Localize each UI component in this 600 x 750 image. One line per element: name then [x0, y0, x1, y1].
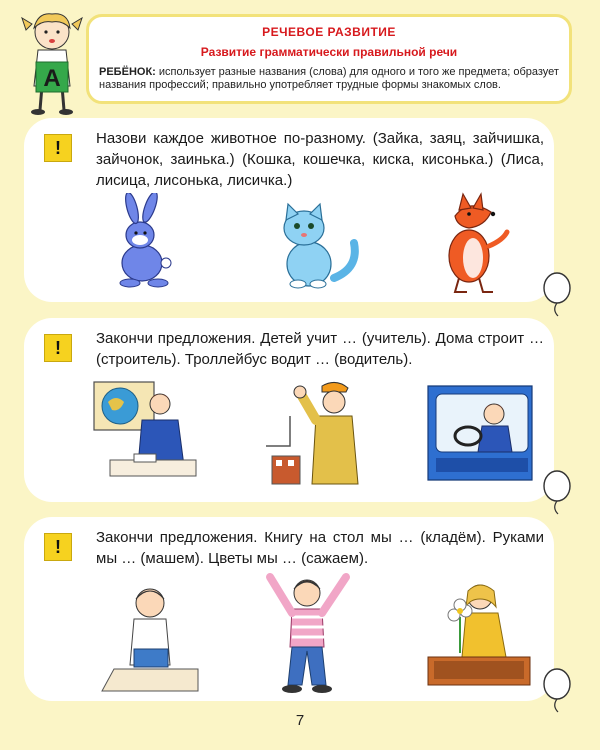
- child-label: РЕБЁНОК:: [99, 66, 156, 78]
- task-text: Закончи предложения. Книгу на стол мы … (кладём). Руками мы … (машем). Цветы мы … (сажаем).: [96, 529, 544, 567]
- task-card-professions: [24, 318, 554, 502]
- boy-waving-illustration: [252, 567, 362, 695]
- section-subtitle: Развитие грамматически правильной речи: [200, 45, 458, 59]
- page-number: 7: [295, 712, 305, 729]
- balloon-decoration: [540, 272, 574, 318]
- exclamation-marker: !: [44, 334, 72, 362]
- balloon-decoration: [540, 668, 574, 714]
- task-card-actions: [24, 517, 554, 701]
- task-text: Закончи предложения. Детей учит … (учитель). Дома строит … (строитель). Троллейбус водит … (водитель).: [96, 330, 544, 368]
- exclamation-marker: !: [44, 533, 72, 561]
- bunny-illustration: [100, 193, 190, 293]
- driver-illustration: [424, 378, 536, 488]
- header-box: [86, 14, 572, 104]
- badge-letter: А: [43, 65, 61, 92]
- balloon-decoration: [540, 470, 574, 516]
- fox-illustration: [429, 188, 514, 296]
- section-title: РЕЧЕВОЕ РАЗВИТИЕ: [262, 25, 396, 39]
- boy-with-book-illustration: [100, 581, 200, 693]
- girl-planting-illustration: [422, 577, 534, 693]
- builder-illustration: [262, 376, 372, 488]
- child-text: использует разные названия (слова) для одного и того же предмета; образует названия профессий; правильно употребляет трудные формы знакомых слов.: [99, 66, 559, 91]
- exclamation-marker: !: [44, 134, 72, 162]
- child-description: [99, 66, 567, 92]
- cat-illustration: [264, 198, 364, 293]
- task-text: Назови каждое животное по-разному. (Зайка, заяц, зайчишка, зайчонок, заинька.) (Кошка, кошечка, киска, кисонька.) (Лиса, лисица, лисонька, лисичка.): [96, 130, 544, 189]
- girl-mascot-illustration: [12, 10, 92, 120]
- teacher-illustration: [90, 376, 200, 484]
- task-card-animals: [24, 118, 554, 302]
